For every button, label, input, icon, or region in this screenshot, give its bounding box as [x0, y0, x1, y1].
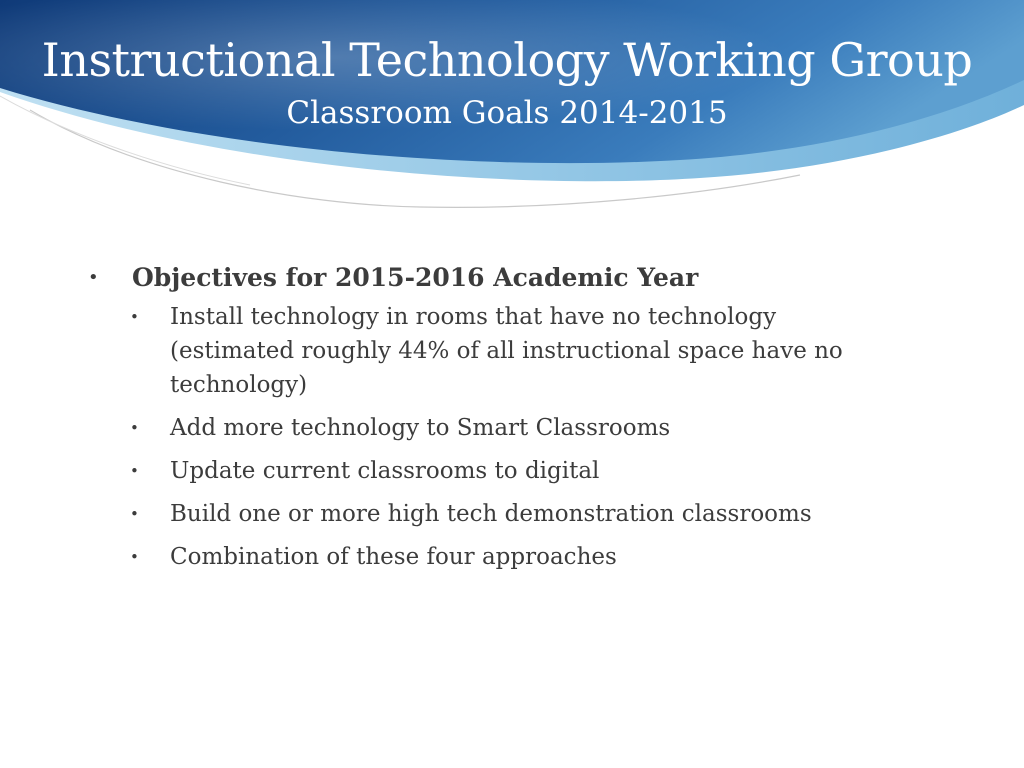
list-item-text: Add more technology to Smart Classrooms [170, 415, 671, 441]
bullet: • [130, 548, 139, 566]
list-item [130, 497, 890, 531]
objectives-heading-row [88, 258, 948, 298]
list-item-text: Build one or more high tech demonstration classrooms [170, 501, 812, 527]
slide-subtitle: Classroom Goals 2014-2015 [286, 95, 728, 131]
bullet: • [130, 462, 139, 480]
list-item [130, 300, 890, 402]
bullet: • [130, 308, 139, 326]
list-item-text: Combination of these four approaches [170, 544, 617, 570]
list-item [130, 540, 890, 574]
list-item-text: Update current classrooms to digital [170, 458, 600, 484]
list-item [130, 411, 890, 445]
slide-title: Instructional Technology Working Group [41, 33, 973, 87]
bullet: • [130, 419, 139, 437]
objectives-list [130, 300, 948, 574]
slide-body [88, 258, 948, 583]
objectives-heading: Objectives for 2015-2016 Academic Year [132, 263, 699, 292]
bullet: • [88, 267, 99, 288]
bullet: • [130, 505, 139, 523]
list-item [130, 454, 890, 488]
list-item-text: Install technology in rooms that have no technology (estimated roughly 44% of all instructional space have no technology) [170, 304, 843, 398]
